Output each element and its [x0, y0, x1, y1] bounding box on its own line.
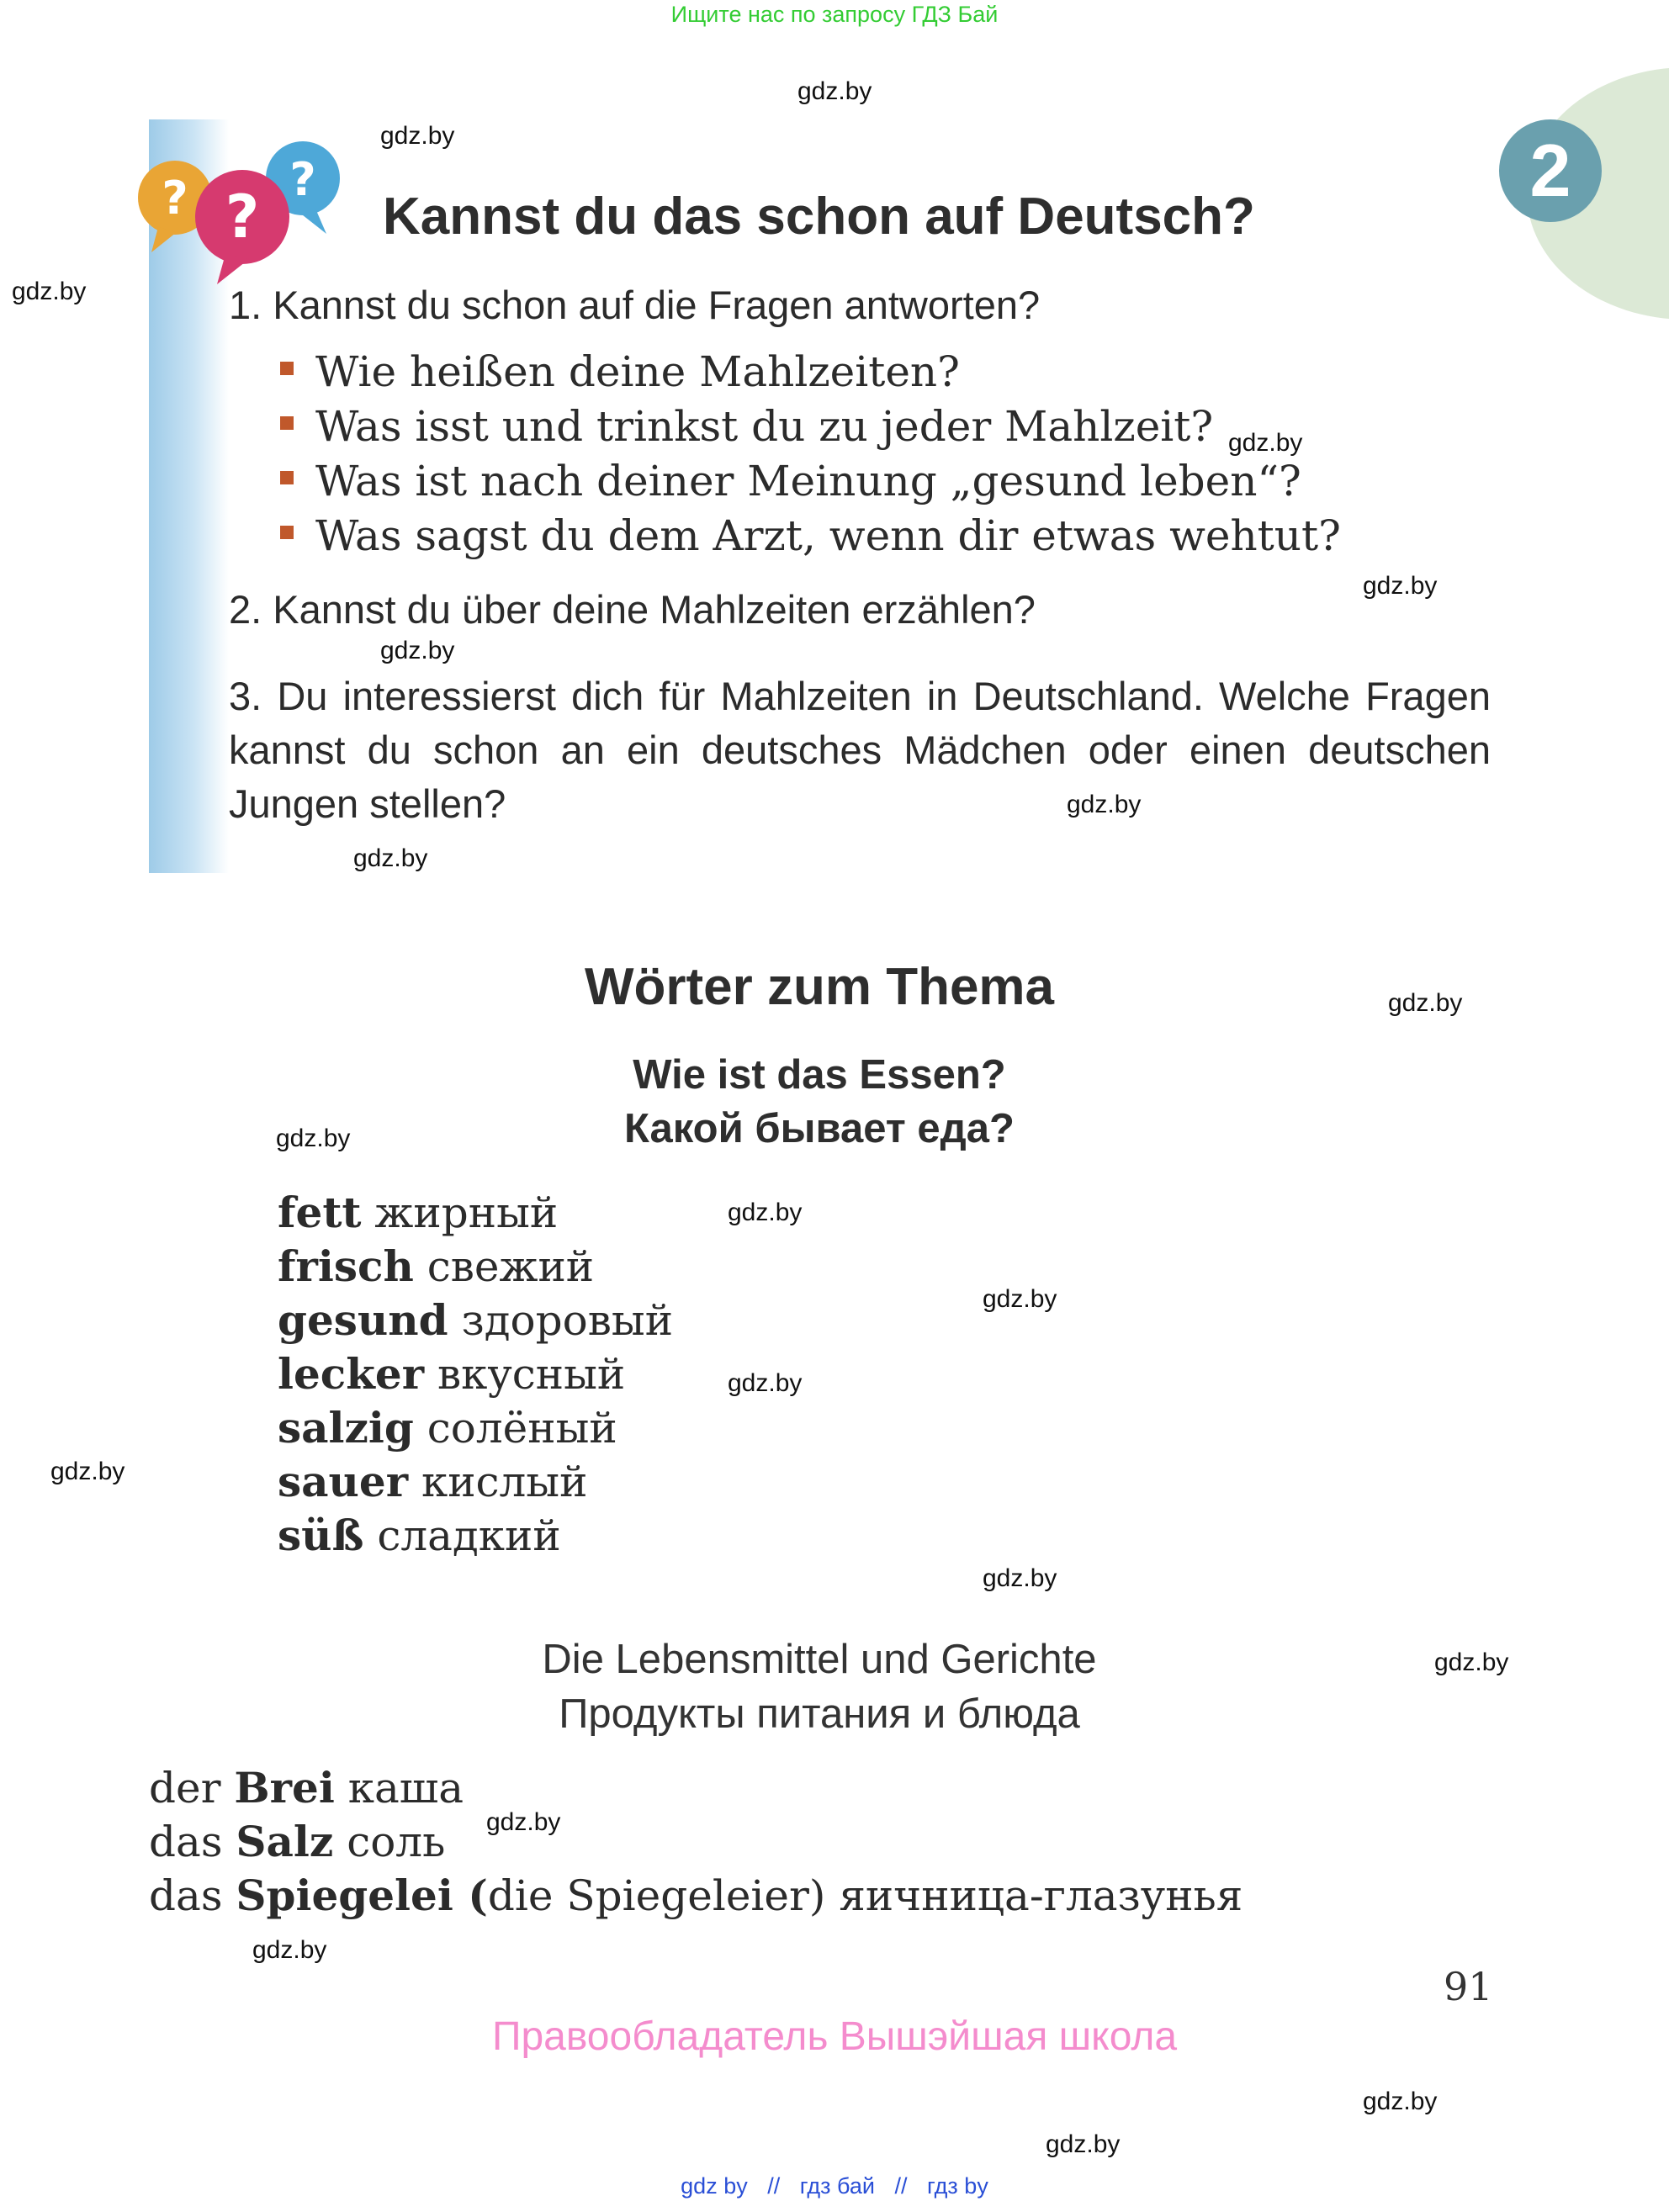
watermark: gdz.by — [1067, 791, 1142, 818]
chapter-number-badge: 2 — [1499, 119, 1602, 222]
footer-link[interactable]: гдз бай — [799, 2173, 875, 2199]
question-2: 2. Kannst du über deine Mahlzeiten erzählen? — [229, 587, 1036, 632]
subheading-lebensmittel-ru: Продукты питания и блюда — [559, 1691, 1080, 1737]
watermark: gdz.by — [1363, 572, 1438, 600]
svg-text:?: ? — [289, 153, 316, 206]
watermark: gdz.by — [983, 1564, 1057, 1592]
question-1-list — [280, 345, 1341, 564]
watermark: gdz.by — [486, 1808, 561, 1836]
watermark: gdz.by — [380, 637, 455, 664]
list-item: süß сладкий — [278, 1511, 561, 1560]
question-1: 1. Kannst du schon auf die Fragen antworten? — [229, 283, 1041, 327]
footer-separator: // — [894, 2173, 908, 2199]
subheading-lebensmittel-de: Die Lebensmittel und Gerichte — [542, 1637, 1097, 1682]
bullet-square-icon — [280, 471, 294, 484]
rights-holder: Правообладатель Вышэйшая школа — [491, 2014, 1178, 2059]
watermark: gdz.by — [728, 1369, 803, 1397]
list-item: der Brei каша — [149, 1763, 464, 1812]
list-item: Was isst und trinkst du zu jeder Mahlzeit? — [280, 400, 1341, 454]
subheading-essen-de: Wie ist das Essen? — [633, 1052, 1006, 1098]
watermark: gdz.by — [1388, 989, 1463, 1017]
watermark: gdz.by — [50, 1458, 125, 1485]
page-number: 91 — [1444, 1964, 1493, 2009]
footer-links — [0, 2173, 1669, 2199]
adjective-vocab-list — [278, 1186, 673, 1563]
watermark: gdz.by — [983, 1285, 1057, 1313]
section-title-woerter: Wörter zum Thema — [584, 958, 1055, 1016]
list-item: sauer кислый — [278, 1457, 588, 1506]
section-title-kannst-du: Kannst du das schon auf Deutsch? — [383, 188, 1255, 246]
top-banner[interactable]: Ищите нас по запросу ГДЗ Бай — [670, 2, 999, 27]
footer-link[interactable]: gdz by — [681, 2173, 748, 2199]
question-bubbles-icon — [126, 118, 362, 294]
noun-vocab-list — [149, 1761, 1242, 1923]
footer-separator: // — [767, 2173, 781, 2199]
svg-text:?: ? — [162, 172, 188, 225]
bullet-square-icon — [280, 362, 294, 375]
watermark: gdz.by — [1228, 429, 1303, 457]
list-item: lecker вкусный — [278, 1349, 626, 1399]
watermark: gdz.by — [380, 122, 455, 150]
list-item: fett жирный — [278, 1188, 559, 1237]
watermark: gdz.by — [252, 1936, 327, 1964]
question-3: 3. Du interessierst dich für Mahlzeiten in Deutschland. Welche Fragen kannst du schon an ein deutsches Mädchen oder einen deutschen Jungen stellen? — [229, 674, 1491, 826]
watermark: gdz.by — [1363, 2088, 1438, 2115]
watermark: gdz.by — [1434, 1648, 1509, 1676]
watermark: gdz.by — [1046, 2130, 1121, 2158]
watermark: gdz.by — [12, 278, 87, 305]
footer-link[interactable]: гдз by — [927, 2173, 988, 2199]
list-item: Was sagst du dem Arzt, wenn dir etwas wehtut? — [280, 509, 1341, 564]
list-item: frisch свежий — [278, 1241, 595, 1291]
list-item: das Salz соль — [149, 1817, 446, 1866]
subheading-essen-ru: Какой бывает еда? — [624, 1106, 1015, 1151]
list-item: Was ist nach deiner Meinung „gesund leben“? — [280, 454, 1341, 509]
watermark: gdz.by — [728, 1199, 803, 1226]
list-item: Wie heißen deine Mahlzeiten? — [280, 345, 1341, 400]
list-item: salzig солёный — [278, 1403, 617, 1453]
watermark: gdz.by — [276, 1125, 351, 1152]
list-item: das Spiegelei (die Spiegeleier) яичница-глазунья — [149, 1871, 1243, 1920]
bullet-square-icon — [280, 526, 294, 539]
list-item: gesund здоровый — [278, 1295, 674, 1345]
watermark: gdz.by — [797, 77, 872, 105]
watermark: gdz.by — [353, 844, 428, 872]
svg-text:?: ? — [225, 183, 260, 251]
bullet-square-icon — [280, 416, 294, 430]
